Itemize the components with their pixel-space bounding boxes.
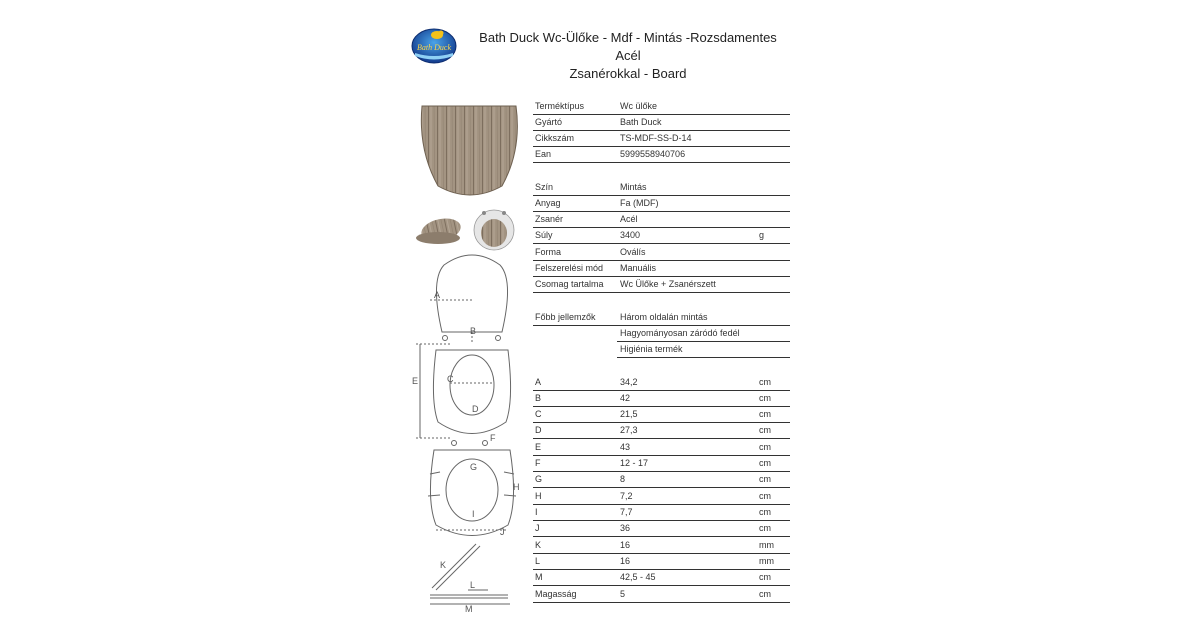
spec-row-manufacturer: Gyártó Bath Duck xyxy=(533,114,790,131)
spec-row-sku: Cikkszám TS-MDF-SS-D-14 xyxy=(533,130,790,147)
spec-row-dim-i: I 7,7 cm xyxy=(533,504,790,521)
lid-drawing xyxy=(430,255,508,342)
spec-row-dim-c: C 21,5 cm xyxy=(533,406,790,423)
spec-row-dim-k: K 16 mm xyxy=(533,537,790,554)
seat-photo-top xyxy=(421,106,517,195)
spec-row-package: Csomag tartalma Wc Ülőke + Zsanérszett xyxy=(533,276,790,293)
dim-label-g: G xyxy=(470,462,478,472)
spec-row-dim-m: M 42,5 - 45 cm xyxy=(533,569,790,586)
seat-photo-side xyxy=(416,215,463,245)
spec-row-feature-3: Higiénia termék xyxy=(617,341,790,358)
spec-row-color: Szín Mintás xyxy=(533,179,790,196)
seat-photo-open xyxy=(474,210,514,250)
dim-label-i: I xyxy=(472,509,475,519)
spec-row-height: Magasság 5 cm xyxy=(533,586,790,603)
profile-drawing xyxy=(430,544,510,604)
spec-row-hinge: Zsanér Acél xyxy=(533,211,790,228)
spec-row-features: Főbb jellemzők Három oldalán mintás xyxy=(533,309,790,326)
dim-label-l: L xyxy=(470,580,476,590)
dim-label-h: H xyxy=(513,482,520,492)
spec-row-dim-d: D 27,3 cm xyxy=(533,422,790,439)
spec-row-dim-l: L 16 mm xyxy=(533,553,790,570)
bath-duck-logo xyxy=(411,26,457,64)
spec-row-shape: Forma Oválís xyxy=(533,244,790,261)
spec-row-material: Anyag Fa (MDF) xyxy=(533,195,790,212)
dim-label-c: C xyxy=(447,374,454,384)
spec-row-dim-e: E 43 cm xyxy=(533,439,790,456)
dim-label-k: K xyxy=(440,560,447,570)
spec-row-dim-a: A 34,2 cm xyxy=(533,374,790,391)
underside-drawing xyxy=(428,441,516,536)
title-line-1: Bath Duck Wc-Ülőke - Mdf - Mintás -Rozsdamentes Acél xyxy=(479,30,777,63)
spec-row-type: Terméktípus Wc ülőke xyxy=(533,98,790,115)
spec-row-dim-b: B 42 cm xyxy=(533,390,790,407)
dim-label-b: B xyxy=(470,326,477,336)
spec-row-dim-f: F 12 - 17 cm xyxy=(533,455,790,472)
product-title xyxy=(468,29,788,83)
spec-row-feature-2: Hagyományosan záródó fedél xyxy=(617,325,790,342)
spec-row-dim-g: G 8 cm xyxy=(533,471,790,488)
spec-row-dim-j: J 36 cm xyxy=(533,520,790,537)
spec-row-ean: Ean 5999558940706 xyxy=(533,146,790,163)
product-figures xyxy=(410,100,530,615)
dim-label-j: J xyxy=(500,527,505,537)
dim-label-m: M xyxy=(465,604,473,614)
seat-drawing xyxy=(416,344,511,438)
dim-label-e: E xyxy=(412,376,419,386)
spec-row-dim-h: H 7,2 cm xyxy=(533,488,790,505)
dim-label-a: A xyxy=(434,290,441,300)
spec-row-weight: Súly 3400 g xyxy=(533,227,790,244)
dim-label-d: D xyxy=(472,404,479,414)
dim-label-f: F xyxy=(490,433,496,443)
spec-row-mounting: Felszerelési mód Manuális xyxy=(533,260,790,277)
title-line-2: Zsanérokkal - Board xyxy=(569,66,687,81)
logo-text: Bath Duck xyxy=(417,43,451,52)
